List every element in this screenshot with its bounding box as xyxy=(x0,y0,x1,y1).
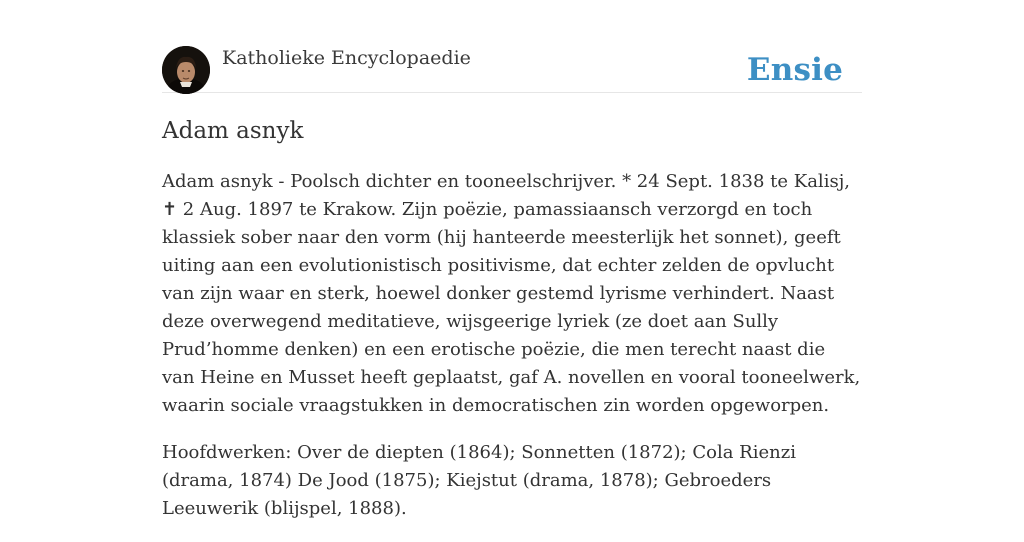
ensie-logo-link[interactable]: Ensie xyxy=(746,52,843,88)
portrait-avatar-image xyxy=(162,46,210,94)
article-paragraph: Adam asnyk - Poolsch dichter en tooneelschrijver. * 24 Sept. 1838 te Kalisj, ✝ 2 Aug. 1897 te Krakow. Zijn poëzie, pamassiaansch verzorgd en toch klassiek sober naar den vorm (hij hanteerde meesterlijk het sonnet), geeft uiting aan een evolutionistisch positivisme, dat echter zelden de opvlucht van zijn waar en sterk, hoewel donker gestemd lyrisme verhindert. Naast deze overwegend meditatieve, wijsgeerige lyriek (ze doet aan Sully Prud’homme denken) en een erotische poëzie, die men terecht naast die van Heine en Musset heeft geplaatst, gaf A. novellen en vooral tooneelwerk, waarin sociale vraagstukken in democratischen zin worden opgeworpen. xyxy=(162,171,861,416)
article-paragraph: Hoofdwerken: Over de diepten (1864); Sonnetten (1872); Cola Rienzi (drama, 1874) De Jood (1875); Kiejstut (drama, 1878); Gebroeders Leeuwerik (blijspel, 1888). xyxy=(162,442,796,519)
site-name[interactable]: Katholieke Encyclopaedie xyxy=(222,47,471,69)
article-body xyxy=(162,168,862,542)
site-header xyxy=(162,0,862,93)
page xyxy=(162,0,862,519)
page-title: Adam asnyk xyxy=(162,118,304,144)
portrait-avatar[interactable] xyxy=(162,46,210,94)
